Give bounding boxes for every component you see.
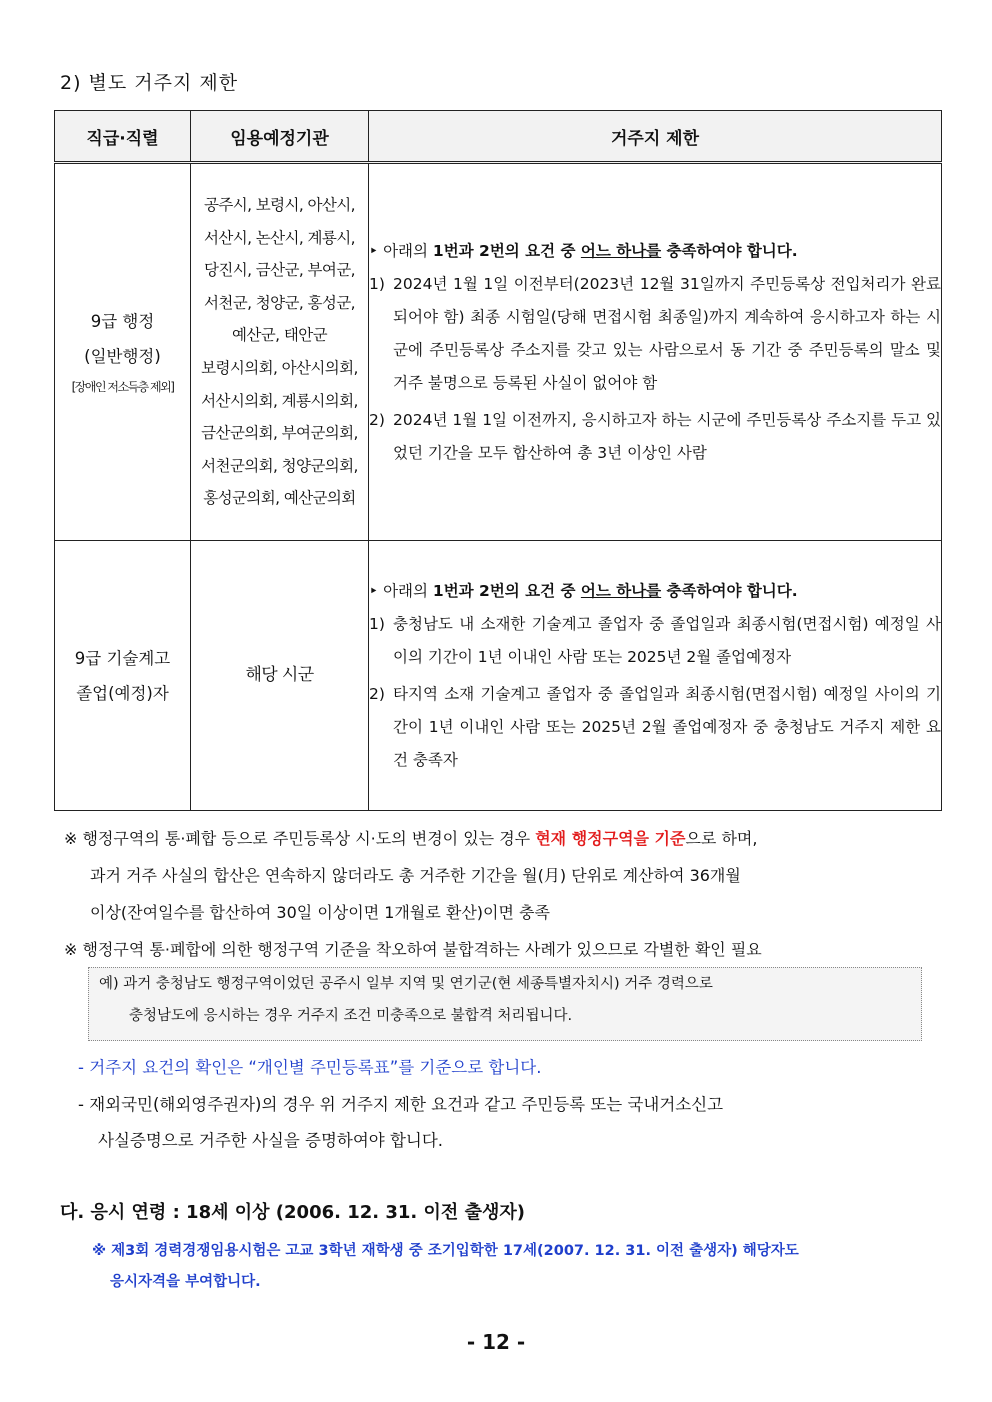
agency-line: 당진시, 금산군, 부여군, xyxy=(204,261,355,280)
note-highlight: 현재 행정구역을 기준 xyxy=(535,829,686,848)
condition-item xyxy=(369,678,941,777)
rank-note: [장애인 저소득층 제외] xyxy=(71,380,174,394)
dash-note: - 재외국민(해외영주권자)의 경우 위 거주지 제한 요건과 같고 주민등록 또는 국내거소신고 xyxy=(78,1095,724,1114)
item-number: 1) xyxy=(369,614,385,633)
example-line: 예) 과거 충청남도 행정구역이었던 공주시 일부 지역 및 연기군(현 세종특별자치시) 거주 경력으로 xyxy=(99,976,713,992)
dash-note-blue: - 거주지 요건의 확인은 “개인별 주민등록표”를 기준으로 합니다. xyxy=(78,1058,542,1077)
rank-cell xyxy=(55,163,191,541)
lead-underline: 어느 하나를 xyxy=(580,241,662,260)
blue-note-line: ※ 제3회 경력경쟁임용시험은 고교 3학년 재학생 중 조기입학한 17세(2007. 12. 31. 이전 출생자) 해당자도 xyxy=(92,1243,799,1259)
table-row xyxy=(55,163,942,541)
item-number: 1) xyxy=(369,274,385,293)
note-line xyxy=(64,820,934,857)
agency-line: 서산시의회, 계룡시의회, xyxy=(201,391,358,410)
agency-line: 예산군, 태안군 xyxy=(232,326,327,345)
blue-note xyxy=(92,1236,799,1298)
condition-item xyxy=(369,608,941,674)
example-line: 충청남도에 응시하는 경우 거주지 조건 미충족으로 불합격 처리됩니다. xyxy=(129,1008,573,1024)
agency-line: 금산군의회, 부여군의회, xyxy=(201,424,358,443)
item-text: 충청남도 내 소재한 기술계고 졸업자 중 졸업일과 최종시험(면접시험) 예정일 사이의 기간이 1년 이내인 사람 또는 2025년 2월 졸업예정자 xyxy=(393,614,941,666)
lead-prefix: ‣ 아래의 xyxy=(369,581,433,600)
lead-bold: 충족하여야 합니다. xyxy=(661,581,798,600)
lead-bold: 1번과 2번의 요건 중 xyxy=(432,581,581,600)
header-rank: 직급·직렬 xyxy=(55,111,191,163)
agency-cell xyxy=(191,163,369,541)
note-text: 으로 하며, xyxy=(685,829,758,848)
lead-bold: 충족하여야 합니다. xyxy=(661,241,798,260)
condition-item xyxy=(369,268,941,400)
rank-line: 졸업(예정)자 xyxy=(76,683,169,703)
section-heading: 2) 별도 거주지 제한 xyxy=(60,72,239,94)
note-text: ※ 행정구역의 통·폐합 등으로 주민등록상 시·도의 변경이 있는 경우 xyxy=(64,829,536,848)
lead-prefix: ‣ 아래의 xyxy=(369,241,433,260)
item-text: 2024년 1월 1일 이전부터(2023년 12월 31일까지 주민등록상 전입처리가 완료되어야 함) 최종 시험일(당해 면접시험 최종일)까지 계속하여 응시하고자 하는 시군에 주민등록상 주소지를 갖고 있는 사람으로서 동 기간 중 주민등록의 말소 및 거주 불명으로 등록된 사실이 없어야 함 xyxy=(393,274,941,392)
section-age: 다. 응시 연령 : 18세 이상 (2006. 12. 31. 이전 출생자) xyxy=(60,1202,525,1223)
agency-line: 서천군, 청양군, 홍성군, xyxy=(204,293,355,312)
rank-line: 9급 기술계고 xyxy=(74,648,171,668)
item-number: 2) xyxy=(369,410,385,429)
agency-line: 서천군의회, 청양군의회, xyxy=(201,456,358,475)
header-agency: 임용예정기관 xyxy=(191,111,369,163)
rank-cell xyxy=(55,541,191,811)
note-line: 이상(잔여일수를 합산하여 30일 이상이면 1개월로 환산)이면 충족 xyxy=(90,903,550,922)
agency-line: 공주시, 보령시, 아산시, xyxy=(204,196,355,215)
note-line: 과거 거주 사실의 합산은 연속하지 않더라도 총 거주한 기간을 월(月) 단위로 계산하여 36개월 xyxy=(90,866,741,885)
condition-item xyxy=(369,404,941,470)
agency-line: 홍성군의회, 예산군의회 xyxy=(203,489,356,508)
condition-lead xyxy=(369,235,941,268)
rank-line: 9급 행정 xyxy=(90,312,155,331)
condition-lead xyxy=(369,575,941,608)
agency-line: 해당 시군 xyxy=(245,665,314,686)
lead-underline: 어느 하나를 xyxy=(580,581,662,600)
rank-line: (일반행정) xyxy=(84,347,161,366)
blue-note-line: 응시자격을 부여합니다. xyxy=(110,1274,261,1290)
header-restriction: 거주지 제한 xyxy=(369,111,942,163)
residence-restriction-table xyxy=(54,110,942,811)
table-header-row xyxy=(55,111,942,163)
item-text: 타지역 소재 기술계고 졸업자 중 졸업일과 최종시험(면접시험) 예정일 사이의 기간이 1년 이내인 사람 또는 2025년 2월 졸업예정자 중 충청남도 거주지 제한 요건 충족자 xyxy=(393,684,941,769)
agency-line: 보령시의회, 아산시의회, xyxy=(201,359,358,377)
note-line: ※ 행정구역 통·폐합에 의한 행정구역 기준을 착오하여 불합격하는 사례가 있으므로 각별한 확인 필요 xyxy=(64,940,762,959)
example-box xyxy=(88,967,922,1041)
agency-line: 서산시, 논산시, 계룡시, xyxy=(204,228,355,247)
item-text: 2024년 1월 1일 이전까지, 응시하고자 하는 시군에 주민등록상 주소지를 두고 있었던 기간을 모두 합산하여 총 3년 이상인 사람 xyxy=(393,410,941,462)
item-number: 2) xyxy=(369,684,385,703)
condition-cell xyxy=(369,541,942,811)
condition-cell xyxy=(369,163,942,541)
agency-cell xyxy=(191,541,369,811)
lead-bold: 1번과 2번의 요건 중 xyxy=(432,241,581,260)
dash-note: 사실증명으로 거주한 사실을 증명하여야 합니다. xyxy=(98,1131,444,1150)
page-number: - 12 - xyxy=(466,1330,526,1354)
table-row xyxy=(55,541,942,811)
note-block xyxy=(64,820,934,968)
